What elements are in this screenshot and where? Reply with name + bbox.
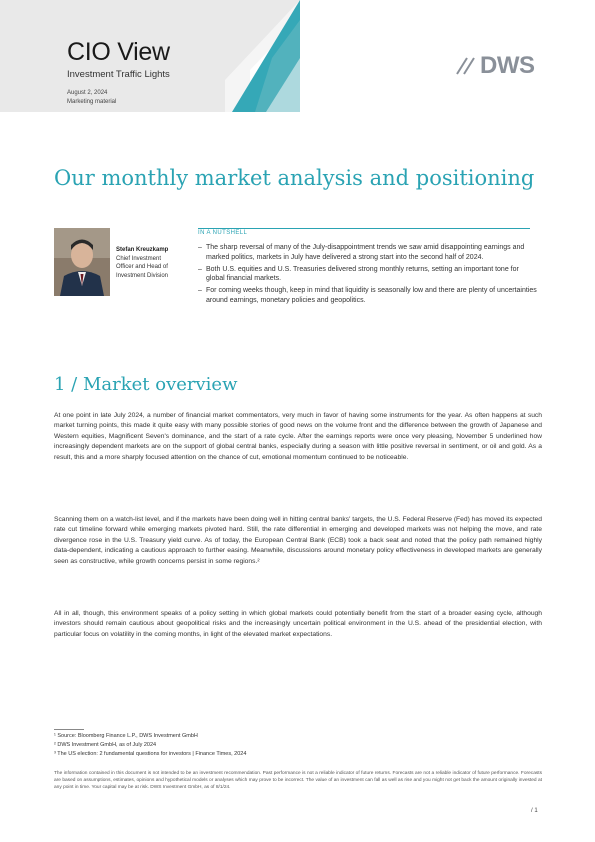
disclaimer: The information contained in this document is not intended to be an investment recommendation. Past performance is not a reliable indicator of future returns. Forecasts are not a reliable indicator of future performance. Forecasts are based on assumptions, estimates, opinions and hypothetical models or analyses which may prove to be incorrect. The value of an investment can fall as well as rise and you might not get back the amount originally invested at any point in time. Your capital may be at risk. DWS Investment GmbH, as of 8/1/24.: [54, 771, 542, 790]
footnote-divider: [54, 729, 84, 730]
author-role-2: Officer and Head of: [116, 264, 168, 270]
nutshell-bullet: – The sharp reversal of many of the July-disappointment trends we saw amid disappointing earnings and marked politics, markets in July have delivered a strong start into the second half of 2024.: [198, 243, 538, 263]
author-role-1: Chief Investment: [116, 255, 162, 262]
publication-date: August 2, 2024: [67, 90, 108, 96]
dws-logo-text: DWS: [480, 52, 535, 79]
body-paragraph: All in all, though, this environment speaks of a policy setting in which global markets could potentially benefit from the start of a broader easing cycle, although investors should remain cautious about geopolitical risks and the increasingly uncertain political environment in the U.S. ahead of the presidential election, with particular focus on volatility in the coming months, in light of the elevated market expectations.: [54, 610, 542, 638]
body-paragraph: Scanning them on a watch-list level, and if the markets have been doing well in hitting central banks' targets, the U.S. Federal Reserve (Fed) has moved its expected rate cut timeline forward while emerging markets pivoted hard. Still, the rate differential in emerging and developed markets was not helping the move, and rate divergence rose in the U.S. Treasury yield curve. As of today, the European Central Bank (ECB) took a back seat and noted that the policy path remained highly data-dependent, indicating a cautious approach to further easing. Meanwhile, discussions around monetary policy effectiveness in developed markets are generally seen as constructive, while growth concerns persist in some regions.²: [54, 516, 542, 565]
page-number: / 1: [531, 808, 538, 814]
nutshell-bullet: – For coming weeks though, keep in mind that liquidity is seasonally low and there are plenty of uncertainties around earnings, monetary policies and geopolitics.: [198, 286, 538, 306]
footnote: ¹ Source: Bloomberg Finance L.P., DWS Investment GmbH: [54, 733, 198, 739]
nutshell-divider: [198, 228, 530, 229]
nutshell-bullets: [198, 243, 538, 308]
marketing-material-label: Marketing material: [67, 99, 117, 105]
nutshell-bullet: – Both U.S. equities and U.S. Treasuries delivered strong monthly returns, setting an important tone for global financial markets.: [198, 265, 538, 285]
page-title: CIO View: [67, 38, 170, 66]
author-photo: [54, 228, 110, 296]
section-heading: 1 / Market overview: [54, 374, 238, 395]
nutshell-label: IN A NUTSHELL: [198, 230, 248, 236]
author-role-3: Investment Division: [116, 272, 169, 279]
main-title: Our monthly market analysis and positioning: [54, 166, 535, 190]
body-paragraph: At one point in late July 2024, a number of financial market commentators, very much in favor of having some instruments for the year. As often happens at such market turning points, this made it quite easy with many possible stories of good news on the volume front and the difference between the growth of Japanese and Western equities, Magnificent Seven's dominance, and the start of a rate cycle. After the earnings reports were once very pleasing, November 5 underlined how increasingly dependent markets are on the support of global central banks, especially during a season with little positive reversal in sentiment, or oil and gold. As a result, this and a more sharply focused attention on the chance of cut, emotional momentum continued to be noticeable.: [54, 412, 542, 461]
author-name: Stefan Kreuzkamp: [116, 247, 169, 253]
footnote: ² DWS Investment GmbH, as of July 2024: [54, 742, 157, 748]
footnote: ³ The US election: 2 fundamental questions for investors | Finance Times, 2024: [54, 751, 247, 757]
author-block: [116, 246, 168, 280]
page-subtitle: Investment Traffic Lights: [67, 69, 170, 80]
